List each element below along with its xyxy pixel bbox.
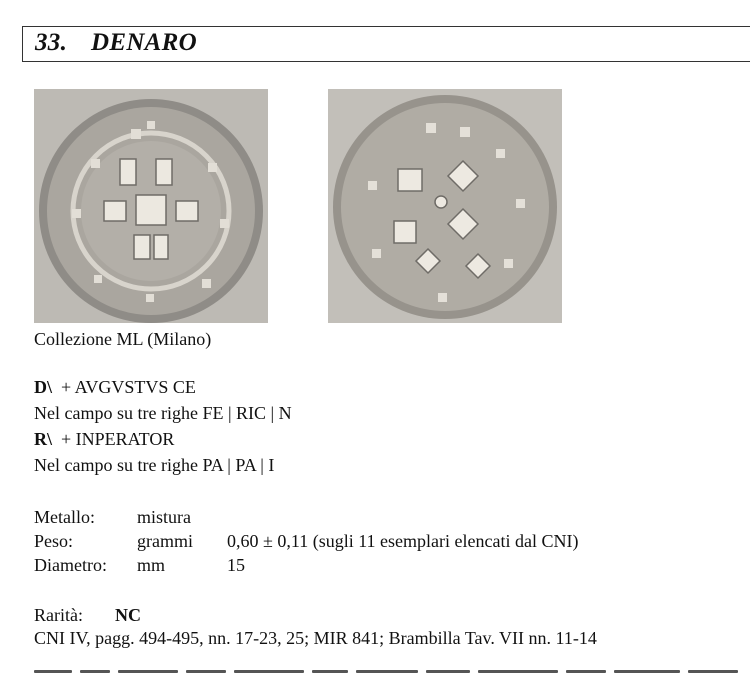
metal-label: Metallo: <box>34 507 95 527</box>
diameter-label: Diametro: <box>34 555 107 575</box>
rarity-label: Rarità: <box>34 605 83 625</box>
collection-caption: Collezione ML (Milano) <box>34 329 212 349</box>
section-header <box>22 26 750 62</box>
weight-label: Peso: <box>34 531 74 551</box>
rarity-line <box>34 604 141 626</box>
obverse-legend-text: + AVGVSTVS CE <box>61 377 196 397</box>
diameter-value: 15 <box>227 555 245 575</box>
reverse-marker: R\ <box>34 429 52 449</box>
section-number: 33. <box>35 29 68 56</box>
reverse-field: Nel campo su tre righe PA | PA | I <box>34 455 275 475</box>
references-line: CNI IV, pagg. 494-495, nn. 17-23, 25; MIR 841; Brambilla Tav. VII nn. 11-14 <box>34 628 597 648</box>
section-title <box>35 29 197 57</box>
diameter-unit: mm <box>137 555 166 575</box>
coin-obverse-photo <box>34 89 268 323</box>
coin-name: DENARO <box>91 29 197 56</box>
obverse-legend <box>34 376 196 398</box>
rarity-value: NC <box>114 605 141 625</box>
reverse-legend <box>34 428 174 450</box>
reverse-legend-text: + INPERATOR <box>61 429 175 449</box>
coin-reverse-photo <box>328 89 562 323</box>
truncated-text-line <box>34 670 750 680</box>
weight-unit: grammi <box>137 531 193 551</box>
obverse-marker: D\ <box>34 377 52 397</box>
obverse-field: Nel campo su tre righe FE | RIC | N <box>34 403 292 423</box>
metal-value: mistura <box>137 507 191 527</box>
weight-value: 0,60 ± 0,11 (sugli 11 esemplari elencati dal CNI) <box>227 531 579 551</box>
